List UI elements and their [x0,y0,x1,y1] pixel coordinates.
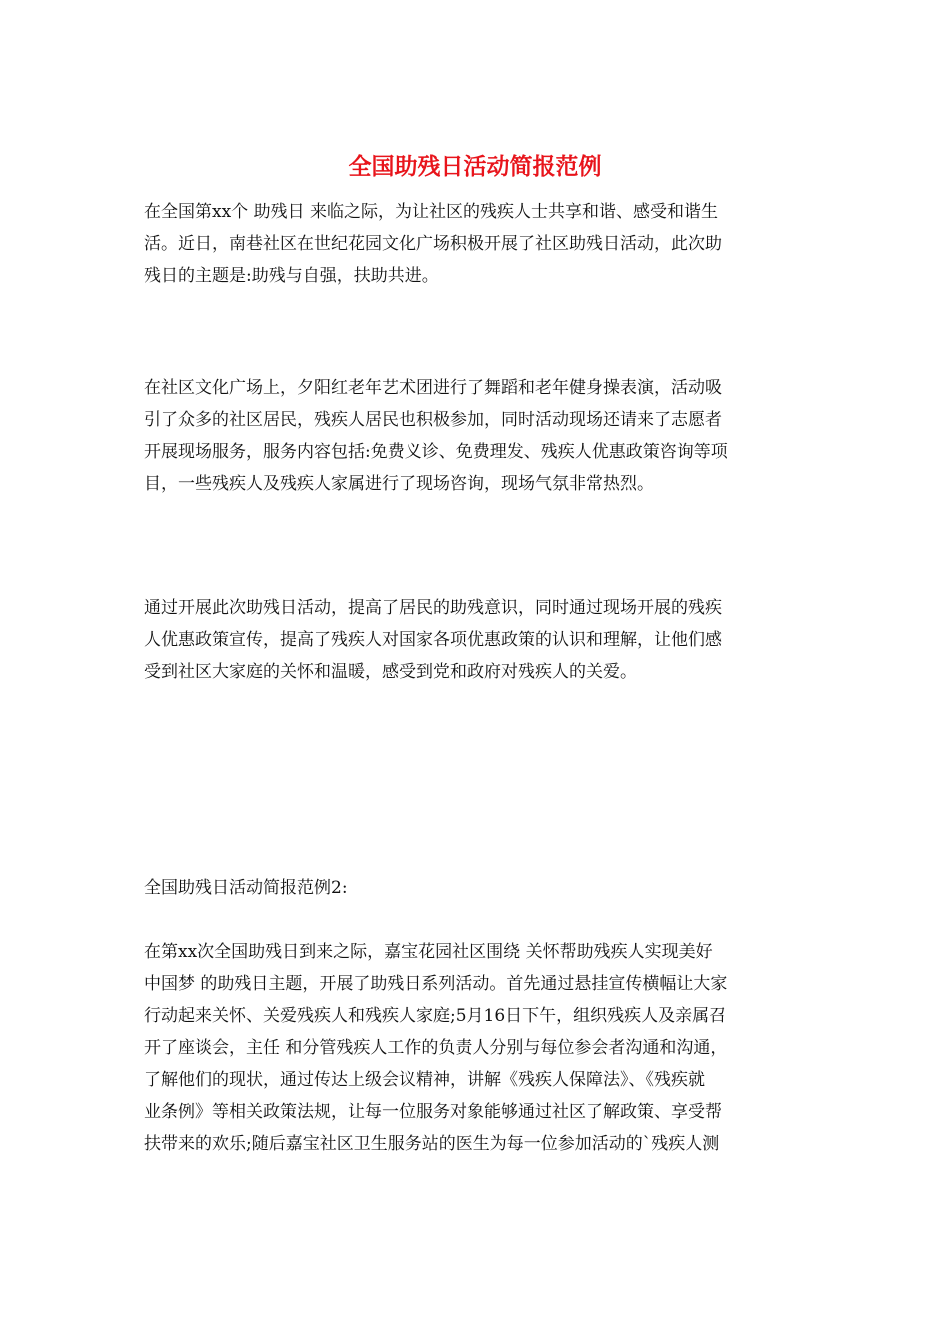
text-line: 在第xx次全国助残日到来之际，嘉宝花园社区围绕 关怀帮助残疾人实现美好 [144,942,713,962]
text-line: 人优惠政策宣传，提高了残疾人对国家各项优惠政策的认识和理解，让他们感 [144,630,722,650]
paragraph-intro [144,196,814,292]
text-line: 了解他们的现状，通过传达上级会议精神，讲解《残疾人保障法》、《残疾就 [144,1070,705,1090]
text-line: 残日的主题是:助残与自强，扶助共进。 [144,266,439,286]
text-line: 开展现场服务，服务内容包括:免费义诊、免费理发、残疾人优惠政策咨询等项 [144,442,728,462]
document-title: 全国助残日活动简报范例 [348,153,602,180]
text-line: 在全国第xx个 助残日 来临之际，为让社区的残疾人士共享和谐、感受和谐生 [144,202,718,222]
text-line: 行动起来关怀、关爱残疾人和残疾人家庭;5月16日下午，组织残疾人及亲属召 [144,1006,727,1026]
paragraph-example-2 [144,936,814,1160]
text-line: 扶带来的欢乐;随后嘉宝社区卫生服务站的医生为每一位参加活动的`残疾人测 [144,1134,720,1154]
text-line: 全国助残日活动简报范例2: [144,878,348,898]
text-line: 在社区文化广场上，夕阳红老年艺术团进行了舞蹈和老年健身操表演，活动吸 [144,378,722,398]
text-line: 受到社区大家庭的关怀和温暖，感受到党和政府对残疾人的关爱。 [144,662,637,682]
text-line: 开了座谈会，主任 和分管残疾人工作的负责人分别与每位参会者沟通和沟通， [144,1038,728,1058]
text-line: 引了众多的社区居民，残疾人居民也积极参加，同时活动现场还请来了志愿者 [144,410,722,430]
text-line: 中国梦 的助残日主题，开展了助残日系列活动。首先通过悬挂宣传横幅让大家 [144,974,728,994]
text-line: 通过开展此次助残日活动，提高了居民的助残意识，同时通过现场开展的残疾 [144,598,722,618]
text-line: 目，一些残疾人及残疾人家属进行了现场咨询，现场气氛非常热烈。 [144,474,654,494]
text-line: 活。近日，南巷社区在世纪花园文化广场积极开展了社区助残日活动，此次助 [144,234,722,254]
section-heading-example-2 [144,872,814,904]
text-line: 业条例》等相关政策法规，让每一位服务对象能够通过社区了解政策、享受帮 [144,1102,722,1122]
paragraph-results [144,592,814,688]
paragraph-activities [144,372,814,500]
